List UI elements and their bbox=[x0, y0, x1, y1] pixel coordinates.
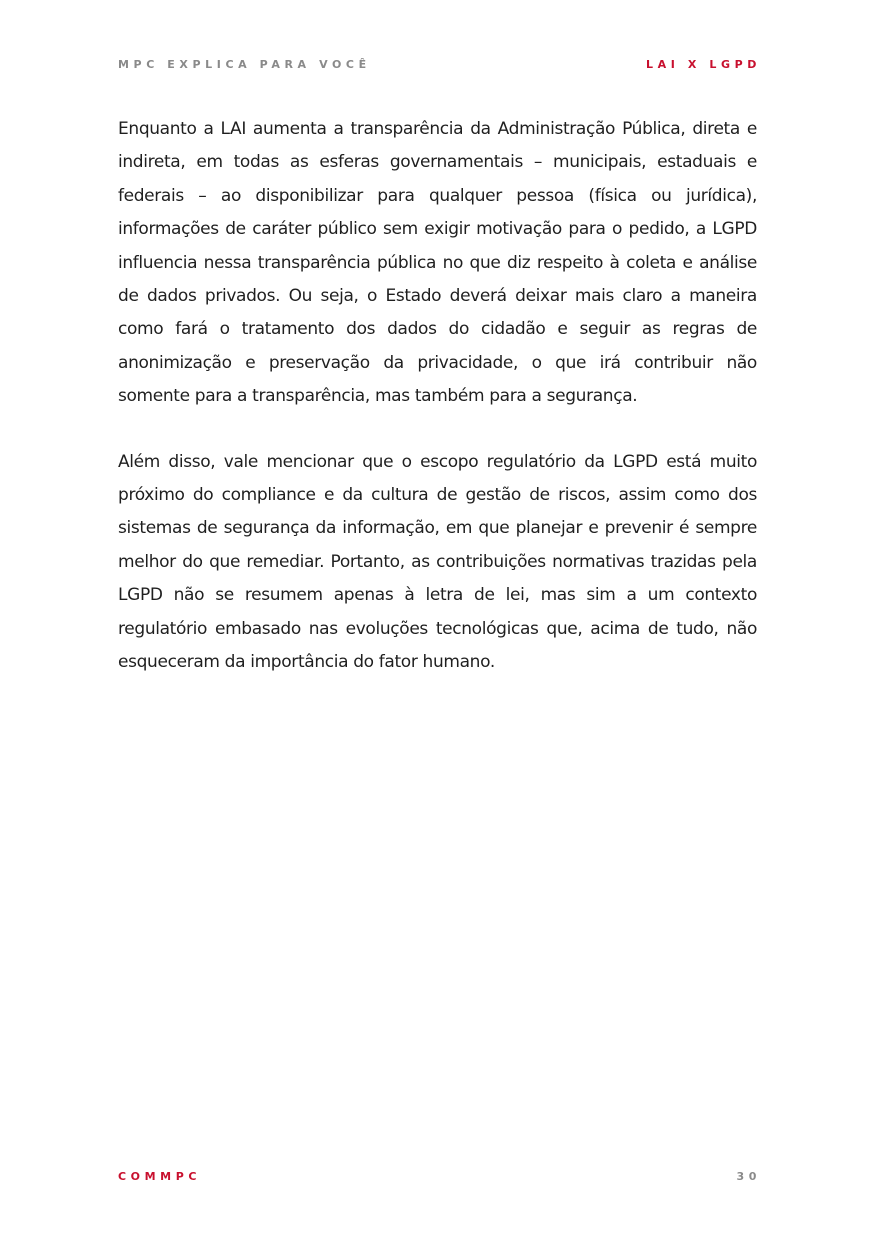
paragraph-2: Além disso, vale mencionar que o escopo regulatório da LGPD está muito próximo do compliance e da cultura de gestão de riscos, assim como dos sistemas de segurança da informação, em que planejar e prevenir é sempre melhor do que remediar. Portanto, as contribuições normativas trazidas pela LGPD não se resumem apenas à letra de lei, mas sim a um contexto regulatório embasado nas evoluções tecnológicas que, acima de tudo, não esqueceram da importância do fator humano. bbox=[118, 451, 757, 673]
page-number: 30 bbox=[736, 1170, 761, 1183]
paragraph-1: Enquanto a LAI aumenta a transparência da Administração Pública, direta e indireta, em todas as esferas governamentais – municipais, estaduais e federais – ao disponibilizar para qualquer pessoa (física ou jurídica), informações de caráter público sem exigir motivação para o pedido, a LGPD influencia nessa transparência pública no que diz respeito à coleta e análise de dados privados. Ou seja, o Estado deverá deixar mais claro a maneira como fará o tratamento dos dados do cidadão e seguir as regras de anonimização e preservação da privacidade, o que irá contribuir não somente para a transparência, mas também para a segurança. bbox=[118, 119, 757, 407]
header-series-title: MPC EXPLICA PARA VOCÊ bbox=[118, 58, 371, 71]
header-section-title: LAI X LGPD bbox=[646, 58, 761, 71]
body-text bbox=[118, 113, 757, 680]
footer-brand: COMMPC bbox=[118, 1170, 202, 1183]
